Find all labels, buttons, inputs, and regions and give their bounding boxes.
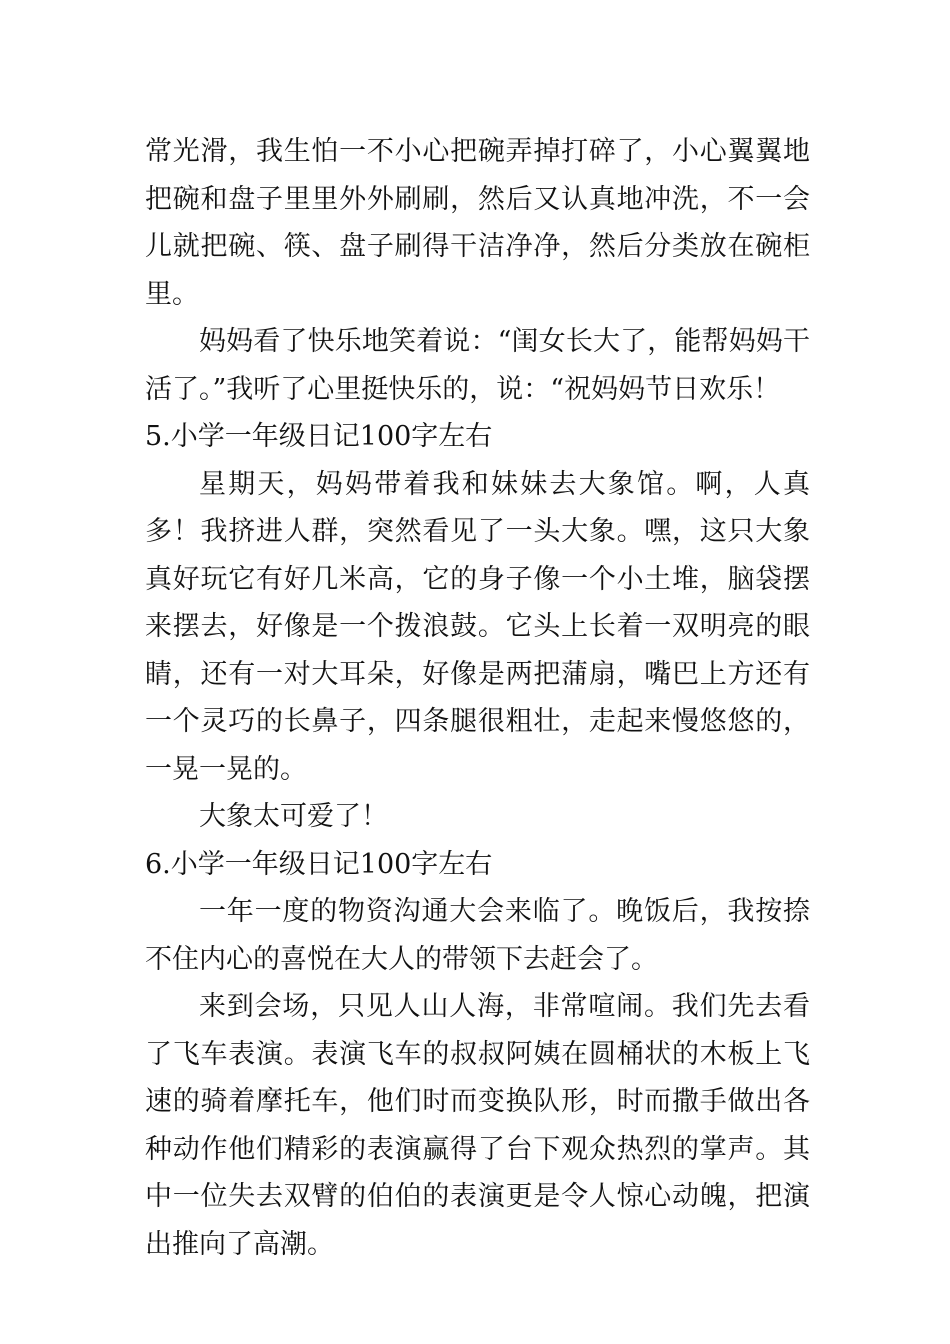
paragraph-fair-intro: 一年一度的物资沟通大会来临了。晚饭后，我按捺不住内心的喜悦在大人的带领下去赶会了。 [145,896,810,975]
paragraph-mother-praise: 妈妈看了快乐地笑着说：“闺女长大了，能帮妈妈干活了。”我听了心里挺快乐的，说：“祝妈妈节日欢乐！ [145,326,810,405]
paragraph-elephant-cute: 大象太可爱了！ [199,801,388,832]
section-heading-5: 5.小学一年级日记100字左右 [145,421,493,452]
paragraph-continuation: 常光滑，我生怕一不小心把碗弄掉打碎了，小心翼翼地把碗和盘子里里外外刷刷，然后又认真地冲洗，不一会儿就把碗、筷、盘子刷得干洁净净，然后分类放在碗柜里。 [145,136,810,310]
document-body [145,128,810,1268]
paragraph-elephant: 星期天，妈妈带着我和妹妹去大象馆。啊，人真多！我挤进人群，突然看见了一头大象。嘿，这只大象真好玩它有好几米高，它的身子像一个小土堆，脑袋摆来摆去，好像是一个拨浪鼓。它头上长着一双明亮的眼睛，还有一对大耳朵，好像是两把蒲扇，嘴巴上方还有一个灵巧的长鼻子，四条腿很粗壮，走起来慢悠悠的，一晃一晃的。 [145,468,810,785]
paragraph-fair-show: 来到会场，只见人山人海，非常喧闹。我们先去看了飞车表演。表演飞车的叔叔阿姨在圆桶状的木板上飞速的骑着摩托车，他们时而变换队形，时而撒手做出各种动作他们精彩的表演赢得了台下观众热烈的掌声。其中一位失去双臂的伯伯的表演更是令人惊心动魄，把演出推向了高潮。 [145,991,810,1260]
section-heading-6: 6.小学一年级日记100字左右 [145,848,493,880]
